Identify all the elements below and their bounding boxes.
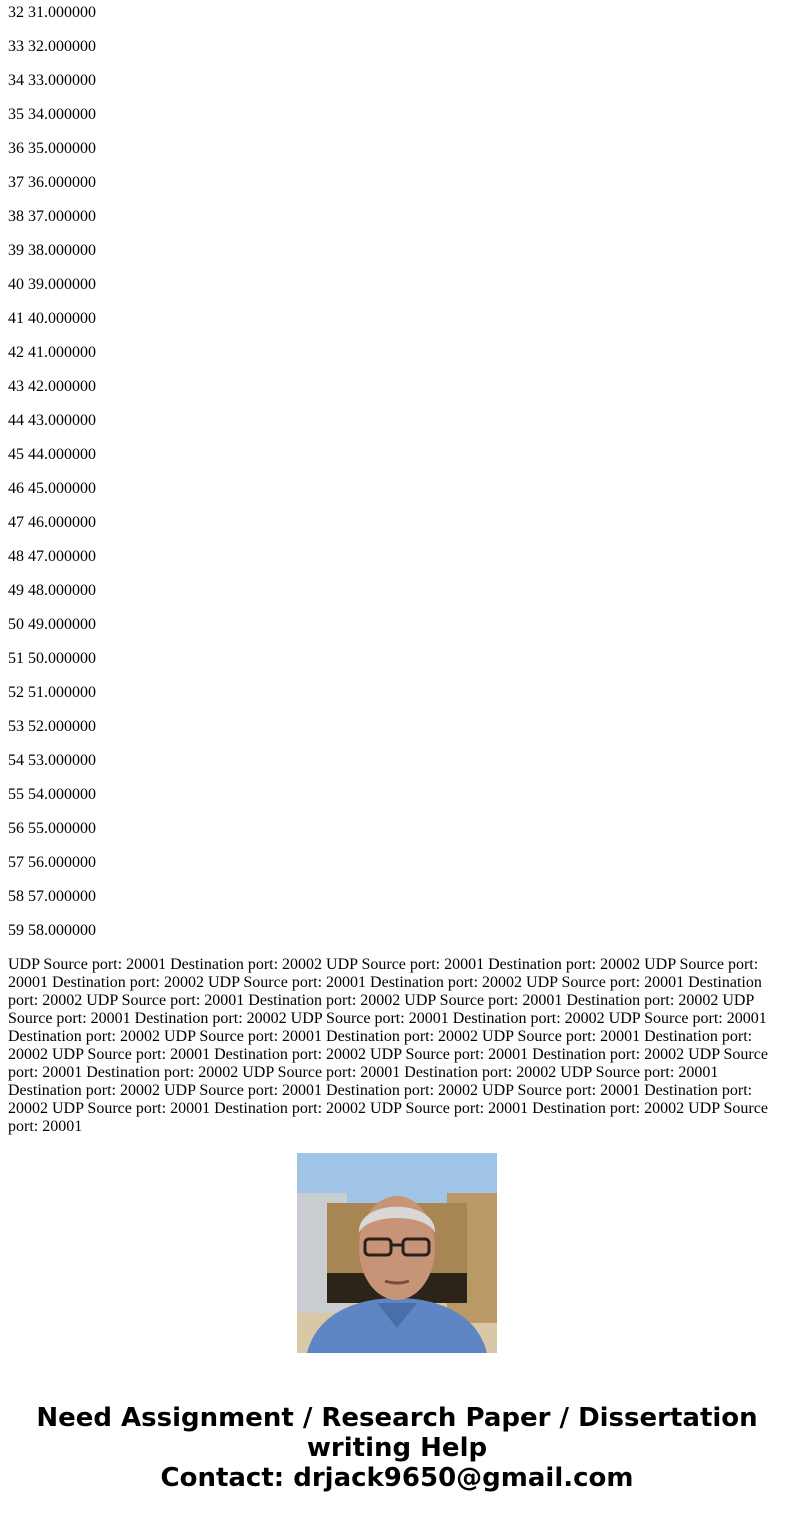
data-line: 56 55.000000 [8,820,96,837]
data-line: 32 31.000000 [8,4,96,21]
data-line: 33 32.000000 [8,38,96,55]
data-line: 46 45.000000 [8,480,96,497]
data-line: 36 35.000000 [8,140,96,157]
promo-line-1: Need Assignment / Research Paper / Dissertation [36,1403,758,1433]
data-line: 57 56.000000 [8,854,96,871]
promo-banner [0,1403,794,1493]
data-line: 38 37.000000 [8,208,96,225]
data-lines-list [8,4,778,956]
data-line: 41 40.000000 [8,310,96,327]
data-line: 37 36.000000 [8,174,96,191]
data-line: 35 34.000000 [8,106,96,123]
data-line: 47 46.000000 [8,514,96,531]
data-line: 49 48.000000 [8,582,96,599]
data-line: 43 42.000000 [8,378,96,395]
data-line: 42 41.000000 [8,344,96,361]
data-line: 53 52.000000 [8,718,96,735]
data-line: 48 47.000000 [8,548,96,565]
promo-line-2: writing Help [306,1433,488,1463]
data-line: 40 39.000000 [8,276,96,293]
data-line: 45 44.000000 [8,446,96,463]
data-line: 52 51.000000 [8,684,96,701]
data-line: 44 43.000000 [8,412,96,429]
data-line: 59 58.000000 [8,922,96,939]
data-line: 54 53.000000 [8,752,96,769]
data-line: 58 57.000000 [8,888,96,905]
data-line: 34 33.000000 [8,72,96,89]
udp-port-text: UDP Source port: 20001 Destination port: 20002 UDP Source port: 20001 Destination port: 20002 UDP Source port: 20001 Destination port: 20002 UDP Source port: 20001 Destination port: 20002 UDP Source port: 20001 Destination port: 20002 UDP Source port: 20001 Destination port: 20002 UDP Source port: 20001 Destination port: 20002 UDP Source port: 20001 Destination port: 20002 UDP Source port: 20001 Destination port: 20002 UDP Source port: 20001 Destination port: 20002 UDP Source port: 20001 Destination port: 20002 UDP Source port: 20001 Destination port: 20002 UDP Source port: 20001 Destination port: 20002 UDP Source port: 20001 Destination port: 20002 UDP Source port: 20001 Destination port: 20002 UDP Source port: 20001 Destination port: 20002 UDP Source port: 20001 Destination port: 20002 UDP Source port: 20001 Destination port: 20002 UDP Source port: 20001 Destination port: 20002 UDP Source port: 20001 Destination port: 20002 UDP Source port: 20001 Destination port: 20002 UDP Source port: 20001 [8,956,768,1135]
promo-contact: Contact: drjack9650@gmail.com [160,1463,634,1493]
avatar-portrait [297,1153,497,1353]
data-line: 55 54.000000 [8,786,96,803]
data-line: 50 49.000000 [8,616,96,633]
avatar [297,1153,497,1353]
data-line: 51 50.000000 [8,650,96,667]
data-line: 39 38.000000 [8,242,96,259]
